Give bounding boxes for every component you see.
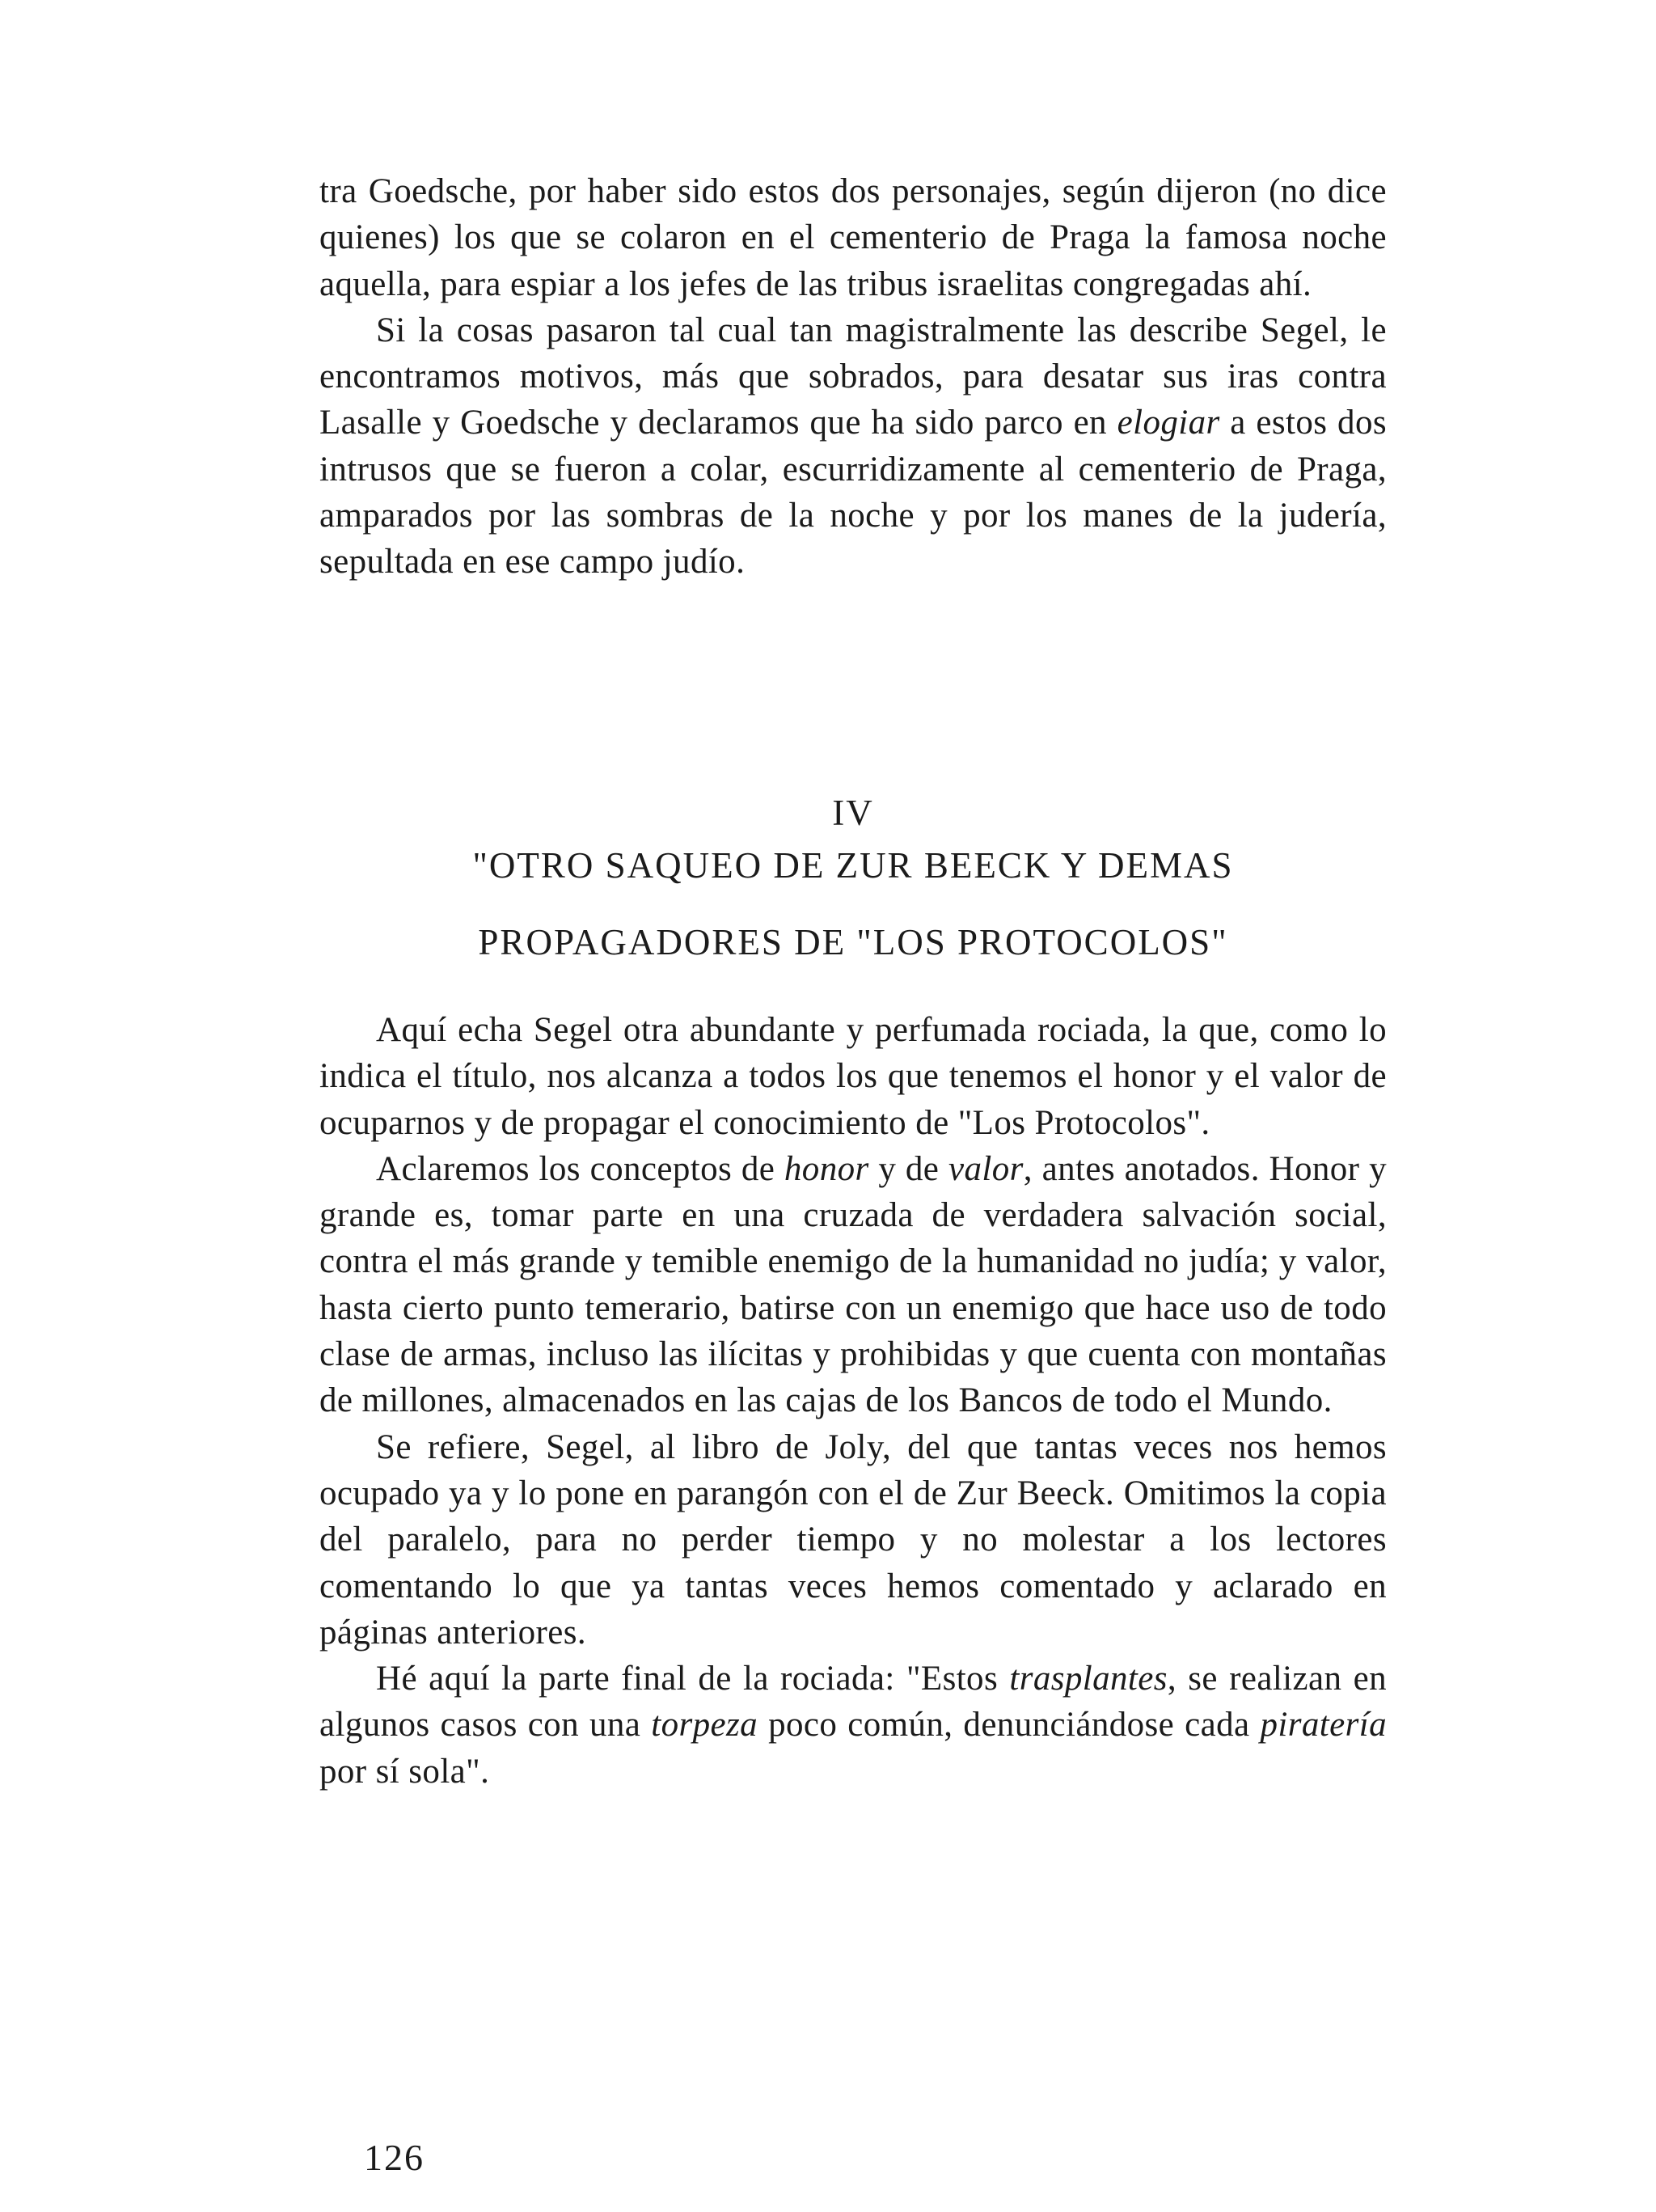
paragraph	[319, 1146, 1387, 1424]
paragraph	[319, 168, 1387, 307]
text-run: Hé aquí la parte final de la rociada: "Estos	[376, 1660, 1010, 1698]
text-run: tra Goedsche, por haber sido estos dos personajes, según dijeron (no dice quienes) los que se colaron en el cementerio de Praga la famosa noche aquella, para espiar a los jefes de las tribus israelitas congregadas ahí.	[319, 172, 1387, 303]
chapter-title-line-1: "OTRO SAQUEO DE ZUR BEECK Y DEMAS	[472, 845, 1234, 886]
text-run: Si la cosas pasaron tal cual tan magistralmente las describe Segel, le encontramos motivos, más que sobrados, para desatar sus iras contra Lasalle y Goedsche y declaramos que ha sido parco en	[319, 311, 1387, 442]
paragraph	[319, 1424, 1387, 1656]
text-run: por sí sola".	[319, 1752, 490, 1791]
text-run: y de	[868, 1149, 948, 1188]
italic-run: honor	[784, 1149, 869, 1188]
italic-run: elogiar	[1117, 404, 1220, 442]
italic-run: trasplantes	[1009, 1660, 1168, 1698]
text-run: Aclaremos los conceptos de	[376, 1149, 784, 1188]
text-run: poco común, denunciándose cada	[758, 1706, 1261, 1745]
text-run: Se refiere, Segel, al libro de Joly, del que tantas veces nos hemos ocupado ya y lo pone en parangón con el de Zur Beeck. Omitimos la copia del paralelo, para no perder tiempo y no molestar a los lectores comentando lo que ya tantas veces hemos comentado y aclarado en páginas anteriores.	[319, 1427, 1387, 1652]
text-run: Aquí echa Segel otra abundante y perfumada rociada, la que, como lo indica el título, nos alcanza a todos los que tenemos el honor y el valor de ocuparnos y de propagar el conocimiento de "Los Protocolos".	[319, 1011, 1387, 1142]
text-run: a estos dos intrusos que se fueron a colar, escurridizamente al cementerio de Praga, amparados por las sombras de la noche y por los manes de la judería, sepultada en ese campo judío.	[319, 404, 1387, 582]
italic-run: torpeza	[651, 1706, 758, 1745]
body-text-top	[319, 168, 1387, 586]
body-text-bottom	[319, 1007, 1387, 1795]
italic-run: piratería	[1260, 1706, 1387, 1745]
chapter-title-line-2: PROPAGADORES DE "LOS PROTOCOLOS"	[478, 922, 1228, 962]
paragraph	[319, 1656, 1387, 1795]
paragraph	[319, 307, 1387, 586]
text-run: , antes anotados. Honor y grande es, tomar parte en una cruzada de verdadera salvación social, contra el más grande y temible enemigo de la humanidad no judía; y valor, hasta cierto punto temerario, batirse con un enemigo que hace uso de todo clase de armas, incluso las ilícitas y prohibidas y que cuenta con montañas de millones, almacenados en las cajas de los Bancos de todo el Mundo.	[319, 1149, 1387, 1420]
page-number: 126	[364, 2137, 425, 2178]
text-run: , se realizan en algunos casos con una	[319, 1660, 1388, 1745]
chapter-number: IV	[832, 793, 874, 833]
paragraph	[319, 1007, 1387, 1146]
italic-run: valor	[948, 1149, 1024, 1188]
